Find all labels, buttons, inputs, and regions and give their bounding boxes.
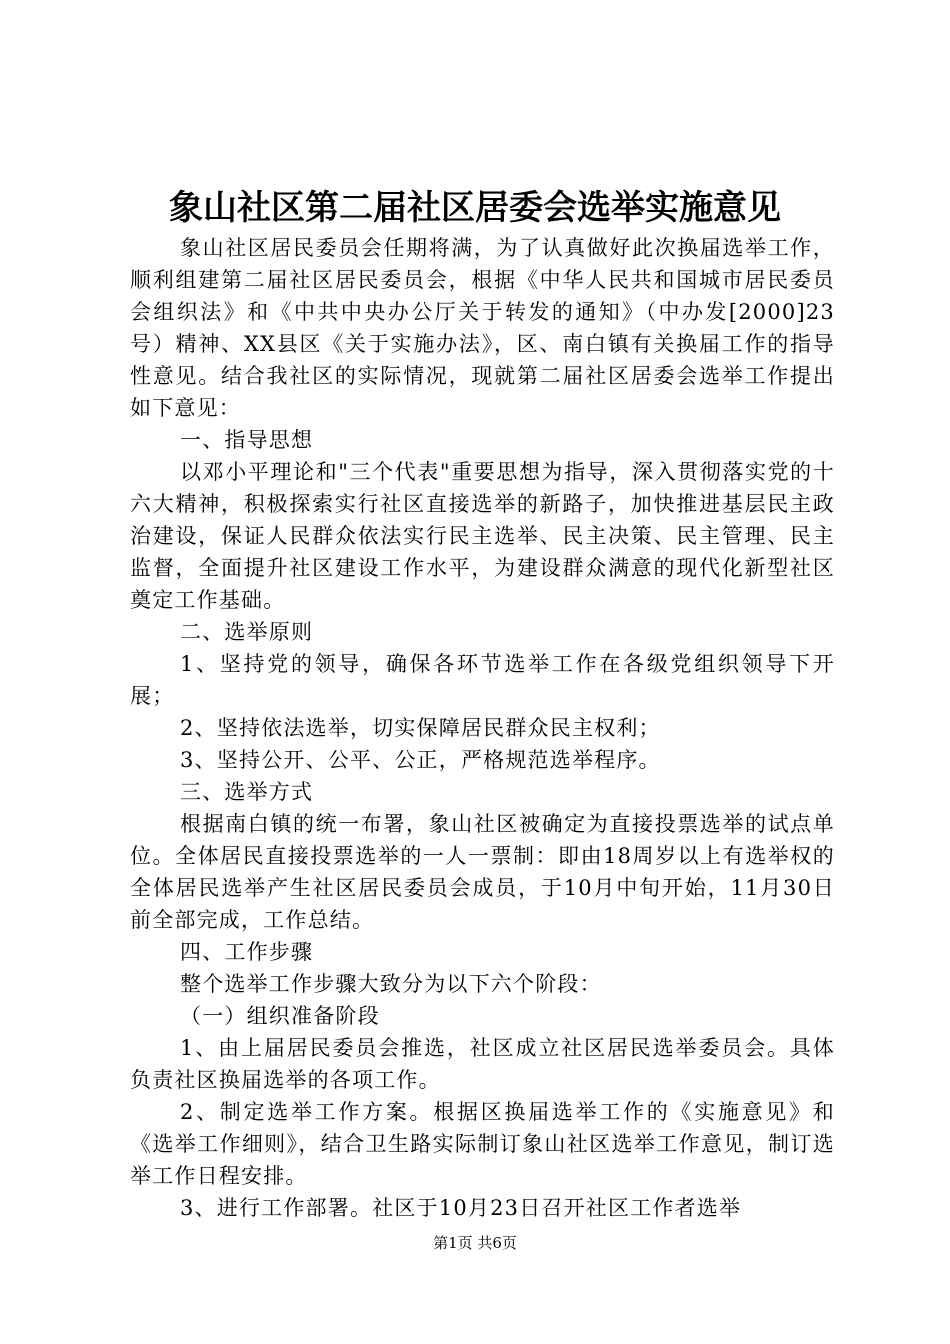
- document-body: [130, 232, 835, 1224]
- document-title: 象山社区第二届社区居委会选举实施意见: [169, 188, 781, 228]
- principle-2: 2、坚持依法选举，切实保障居民群众民主权利；: [180, 716, 661, 740]
- heading-work-steps: 四、工作步骤: [180, 940, 314, 964]
- page-footer: 第1页 共6页: [433, 1234, 517, 1252]
- paragraph-election-method: 根据南白镇的统一布署，象山社区被确定为直接投票选举的试点单位。全体居民直接投票选举的一人一票制：即由18周岁以上有选举权的全体居民选举产生社区居民委员会成员，于10月中旬开始，11月30日前全部完成，工作总结。: [130, 812, 835, 932]
- paragraph-guiding-ideology: 以邓小平理论和"三个代表"重要思想为指导，深入贯彻落实党的十六大精神，积极探索实行社区直接选举的新路子，加快推进基层民主政治建设，保证人民群众依法实行民主选举、民主决策、民主管理、民主监督，全面提升社区建设工作水平，为建设群众满意的现代化新型社区奠定工作基础。: [130, 460, 835, 612]
- principle-1: 1、坚持党的领导，确保各环节选举工作在各级党组织领导下开展；: [130, 652, 835, 708]
- step-1: 1、由上届居民委员会推选，社区成立社区居民选举委员会。具体负责社区换届选举的各项工作。: [130, 1036, 835, 1092]
- paragraph-intro: 象山社区居民委员会任期将满，为了认真做好此次换届选举工作，顺利组建第二届社区居民委员会，根据《中华人民共和国城市居民委员会组织法》和《中共中央办公厅关于转发的通知》（中办发[2000]23号）精神、XX县区《关于实施办法》，区、南白镇有关换届工作的指导性意见。结合我社区的实际情况，现就第二届社区居委会选举工作提出如下意见：: [130, 236, 835, 420]
- heading-guiding-ideology: 一、指导思想: [180, 428, 314, 452]
- paragraph-work-steps: 整个选举工作步骤大致分为以下六个阶段：: [180, 972, 602, 996]
- principle-3: 3、坚持公开、公平、公正，严格规范选举程序。: [180, 748, 661, 772]
- heading-preparation-stage: （一）组织准备阶段: [180, 1004, 380, 1028]
- heading-election-method: 三、选举方式: [180, 780, 314, 804]
- step-2: 2、制定选举工作方案。根据区换届选举工作的《实施意见》和《选举工作细则》，结合卫生路实际制订象山社区选举工作意见，制订选举工作日程安排。: [130, 1100, 835, 1188]
- step-3: 3、进行工作部署。社区于10月23日召开社区工作者选举: [180, 1196, 742, 1220]
- heading-election-principles: 二、选举原则: [180, 620, 314, 644]
